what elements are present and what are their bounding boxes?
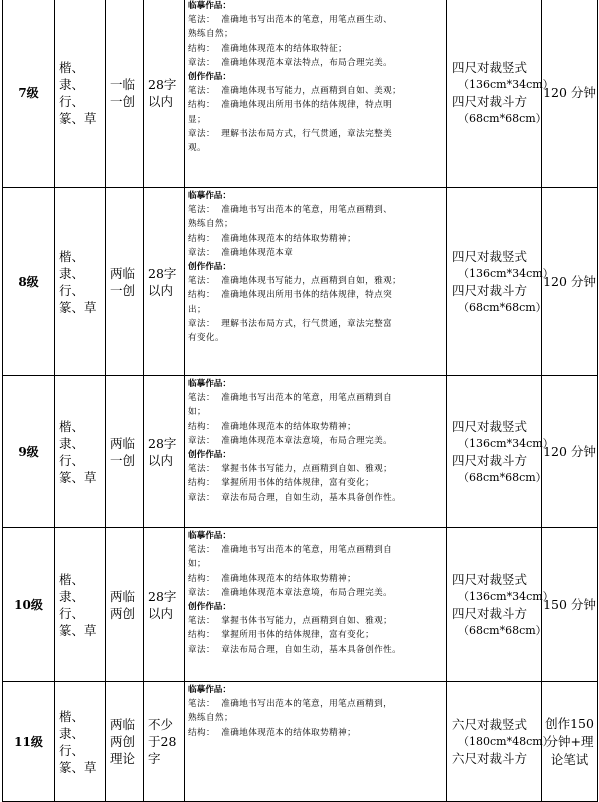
creation-requirement-line: 出； bbox=[188, 304, 206, 315]
format-main: 四尺对裁斗方 bbox=[452, 282, 528, 298]
copy-requirement-line: 如； bbox=[188, 407, 206, 418]
word-limit-cell: 28字以内 bbox=[144, 528, 185, 682]
time-limit-cell: 120 分钟 bbox=[542, 0, 598, 188]
word-limit-cell: 28字以内 bbox=[144, 188, 185, 376]
work-count-cell: 两临一创 bbox=[106, 376, 144, 528]
copy-requirement-line: 熟练自然； bbox=[188, 29, 233, 40]
paper-format-cell bbox=[447, 188, 554, 376]
copy-works-heading: 临摹作品： bbox=[188, 191, 231, 201]
creation-requirement-line: 章法： 章法布局合理，自如生动，基本具备创作性。 bbox=[188, 492, 402, 503]
word-limit-cell: 不少于28字 bbox=[144, 682, 185, 802]
creation-requirement-line: 笔法： 掌握书体书写能力，点画精到自如、雅观； bbox=[188, 616, 393, 627]
copy-requirement-line: 结构： 准确地体现范本的结体取势精神； bbox=[188, 727, 357, 738]
level-cell: 10级 bbox=[3, 528, 55, 682]
creation-requirement-line: 笔法： 准确地体现书写能力，点画精到自如，雅观； bbox=[188, 276, 402, 287]
table-row bbox=[3, 682, 598, 802]
copy-requirement-line: 章法： 准确地体现范本章法意境，布局合理完美。 bbox=[188, 587, 393, 598]
level-cell: 8级 bbox=[3, 188, 55, 376]
requirements-cell bbox=[185, 528, 447, 682]
copy-requirement-line: 结构： 准确地体现范本的结体取势精神； bbox=[188, 573, 357, 584]
format-main: 六尺对裁竖式 bbox=[452, 717, 528, 732]
table-row bbox=[3, 0, 598, 188]
copy-requirement-line: 结构： 准确地体现范本的结体取势精神； bbox=[188, 421, 357, 432]
work-count-cell: 两临两创理论 bbox=[106, 682, 144, 802]
copy-requirement-line: 熟练自然； bbox=[188, 219, 233, 230]
paper-format-cell bbox=[447, 0, 554, 188]
requirements-cell bbox=[185, 376, 447, 528]
creation-requirement-line: 笔法： 掌握书体书写能力，点画精到自如、雅观； bbox=[188, 464, 393, 475]
format-size: （68cm*68cm） bbox=[458, 111, 547, 125]
table-row bbox=[3, 376, 598, 528]
script-types-cell: 楷、隶、行、篆、草 bbox=[55, 0, 106, 188]
format-main: 六尺对裁斗方 bbox=[452, 751, 528, 766]
script-types-cell: 楷、隶、行、篆、草 bbox=[55, 528, 106, 682]
copy-requirement-line: 结构： 准确地体现范本的结体取特征； bbox=[188, 43, 348, 54]
creation-requirement-line: 观。 bbox=[188, 143, 206, 154]
copy-works-heading: 临摹作品： bbox=[188, 1, 231, 11]
work-count-cell: 两临一创 bbox=[106, 188, 144, 376]
creation-works-heading: 创作作品： bbox=[188, 450, 231, 461]
creation-requirement-line: 笔法： 准确地体现书写能力，点画精到自如、美观； bbox=[188, 86, 402, 97]
table-row bbox=[3, 188, 598, 376]
format-size: （136cm*34cm） bbox=[458, 266, 554, 280]
creation-requirement-line: 显； bbox=[188, 114, 206, 125]
script-types-cell: 楷、隶、行、篆、草 bbox=[55, 376, 106, 528]
copy-requirement-line: 如； bbox=[188, 559, 206, 570]
format-main: 四尺对裁竖式 bbox=[452, 59, 528, 75]
creation-requirement-line: 结构： 准确地体现出所用书体的结体规律，特点明 bbox=[188, 100, 393, 111]
copy-requirement-line: 章法： 准确地体现范本章法意境，布局合理完美。 bbox=[188, 435, 393, 446]
copy-requirement-line: 熟练自然； bbox=[188, 713, 233, 724]
level-cell: 11级 bbox=[3, 682, 55, 802]
creation-requirement-line: 有变化。 bbox=[188, 333, 224, 344]
format-size: （136cm*34cm） bbox=[458, 77, 554, 91]
copy-requirement-line: 笔法： 准确地书写出范本的笔意，用笔点画精到自 bbox=[188, 545, 393, 556]
level-cell: 7级 bbox=[3, 0, 55, 188]
format-main: 四尺对裁竖式 bbox=[452, 248, 528, 264]
requirements-cell bbox=[185, 188, 447, 376]
copy-requirement-line: 章法： 准确地体现范本章 bbox=[188, 247, 294, 258]
format-size: （68cm*68cm） bbox=[458, 300, 547, 314]
creation-works-heading: 创作作品： bbox=[188, 602, 231, 613]
format-main: 四尺对裁斗方 bbox=[452, 93, 528, 109]
script-types-cell: 楷、隶、行、篆、草 bbox=[55, 188, 106, 376]
creation-works-heading: 创作作品： bbox=[188, 262, 231, 273]
paper-format-cell bbox=[447, 528, 554, 682]
copy-requirement-line: 笔法： 准确地书写出范本的笔意，用笔点画精到、 bbox=[188, 205, 393, 216]
time-limit-cell: 120 分钟 bbox=[542, 188, 598, 376]
format-main: 四尺对裁竖式 bbox=[452, 418, 528, 434]
script-types-cell: 楷、隶、行、篆、草 bbox=[55, 682, 106, 802]
work-count-cell: 两临两创 bbox=[106, 528, 144, 682]
time-limit-cell: 120 分钟 bbox=[542, 376, 598, 528]
requirements-cell bbox=[185, 0, 447, 188]
creation-requirement-line: 章法： 理解书法布局方式，行气贯通，章法完整美 bbox=[188, 128, 393, 139]
table-row bbox=[3, 528, 598, 682]
creation-requirement-line: 章法： 理解书法布局方式，行气贯通，章法完整富 bbox=[188, 318, 393, 329]
creation-requirement-line: 结构： 掌握所用书体的结体规律，富有变化； bbox=[188, 478, 375, 489]
copy-requirement-line: 笔法： 准确地书写出范本的笔意，用笔点画生动、 bbox=[188, 15, 393, 26]
word-limit-cell: 28字以内 bbox=[144, 0, 185, 188]
copy-works-heading: 临摹作品： bbox=[188, 531, 231, 541]
time-limit-cell: 150 分钟 bbox=[542, 528, 598, 682]
creation-works-heading: 创作作品： bbox=[188, 72, 231, 83]
work-count-cell: 一临一创 bbox=[106, 0, 144, 188]
copy-works-heading: 临摹作品： bbox=[188, 685, 231, 695]
copy-requirement-line: 笔法： 准确地书写出范本的笔意，用笔点画精到， bbox=[188, 699, 393, 710]
format-size: （180cm*48cm） bbox=[458, 735, 554, 748]
copy-requirement-line: 结构： 准确地体现范本的结体取势精神； bbox=[188, 233, 357, 244]
format-main: 四尺对裁斗方 bbox=[452, 605, 528, 621]
paper-format-cell bbox=[447, 376, 554, 528]
requirements-cell bbox=[185, 682, 447, 802]
format-main: 四尺对裁斗方 bbox=[452, 452, 528, 468]
format-size: （68cm*68cm） bbox=[458, 470, 547, 484]
copy-works-heading: 临摹作品： bbox=[188, 379, 231, 389]
format-size: （136cm*34cm） bbox=[458, 589, 554, 603]
creation-requirement-line: 结构： 准确地体现出所用书体的结体规律，特点突 bbox=[188, 290, 393, 301]
level-cell: 9级 bbox=[3, 376, 55, 528]
format-main: 四尺对裁竖式 bbox=[452, 571, 528, 587]
creation-requirement-line: 章法： 章法布局合理，自如生动，基本具备创作性。 bbox=[188, 644, 402, 655]
time-limit-cell: 创作150分钟+理论笔试 bbox=[542, 682, 598, 802]
copy-requirement-line: 笔法： 准确地书写出范本的笔意，用笔点画精到自 bbox=[188, 393, 393, 404]
paper-format-cell bbox=[447, 682, 554, 802]
grade-requirements-table bbox=[2, 0, 598, 802]
word-limit-cell: 28字以内 bbox=[144, 376, 185, 528]
creation-requirement-line: 结构： 掌握所用书体的结体规律，富有变化； bbox=[188, 630, 375, 641]
copy-requirement-line: 章法： 准确地体现范本章法特点，布局合理完美。 bbox=[188, 57, 393, 68]
format-size: （136cm*34cm） bbox=[458, 436, 554, 450]
format-size: （68cm*68cm） bbox=[458, 623, 547, 637]
